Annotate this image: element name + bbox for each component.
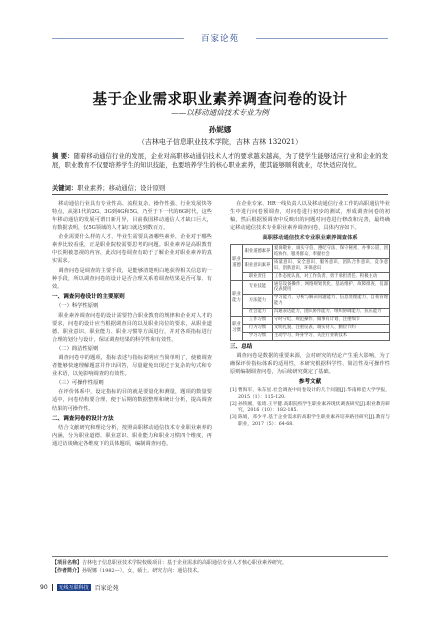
reference-number: [2] bbox=[230, 401, 237, 407]
intro-paragraph: 调查问卷是调查的主要手段，是能够清楚明白地获得相关信息的一种手段，所以调查问卷的设计是否合理关系着调查结果是否可靠、有效。 bbox=[52, 267, 212, 290]
table-row bbox=[231, 324, 390, 332]
table-item-cell: 工作习惯 bbox=[243, 316, 273, 324]
table-desc-cell: 沟通表达能力、团队协作能力、组织协调能力、抗压能力 bbox=[273, 308, 390, 316]
page-number: 90 bbox=[40, 584, 48, 591]
article-subtitle: ——以移动通信技术专业为例 bbox=[171, 108, 269, 117]
table-item-cell: 行为习惯 bbox=[243, 324, 273, 332]
survey-table bbox=[230, 244, 390, 340]
table-desc-cell: 质量意识、安全意识、服务意识、团队合作意识、竞争意识、创新意识、环保意识 bbox=[274, 259, 388, 271]
project-label: 【项目名称】 bbox=[52, 560, 83, 566]
table-item-cell: 专业技能 bbox=[243, 281, 273, 295]
table-group-cell: 职业习惯 bbox=[231, 316, 243, 340]
body-paragraph: 职业素养调查问卷的设计需要符合职业教育的规律和企业对人才的要求，问卷的设计应当根据调查目的以及职业岗位的要求，从职业道德、职业意识、职业能力、职业习惯等方面进行，并对各项指标进行合理的划分与设计，保证调查结果的科学性和有效性。 bbox=[52, 312, 212, 343]
table-item-cell: 社会能力 bbox=[243, 308, 273, 316]
author-note bbox=[52, 567, 388, 575]
intro-paragraph: 企业需要什么样的人才，毕业生需要具备哪些素养，企业对于哪些素养比较看重，正是职业院校需要思考的问题。职业素养是高职教育中长期被忽视的内容，此次问卷调查有助于了解企业对职业素养的真实需求。 bbox=[52, 234, 212, 265]
project-text: 吉林电子信息职业技术学院校级项目：基于企业需求的高职通信专业人才核心职业素养研究。 bbox=[82, 560, 288, 566]
subsection-heading: （一）科学性原则 bbox=[56, 303, 99, 310]
table-desc-cell: 通信设备操作、网络规划优化、基站维护、故障排查、仪器仪表使用 bbox=[274, 281, 388, 293]
section-divider bbox=[52, 194, 388, 195]
reference-text: 孙铁刚，张琦.王平健.高职院校学生职业素养现状调查研究[J].职业教育研究，2016（10）：182-185. bbox=[238, 401, 390, 414]
reference-item bbox=[230, 415, 390, 429]
body-paragraph: 调查问卷中的题项，指标表述与指标说明应当简单明了，使被调查者能够快速理解题意并作出回答，尽量避免出现过于复杂的句式和专业术语，以免影响调查的有效性。 bbox=[52, 355, 212, 378]
abstract bbox=[52, 152, 388, 171]
survey-table-body bbox=[231, 245, 390, 340]
table-row bbox=[231, 316, 390, 324]
body-paragraph: 结合文献研究和理论分析，按照高职移动通信技术专业职业素养的内涵，分为职业道德、职业意识、职业能力和职业习惯四个维度，再通过访谈确定各维度下的具体题项，编制调查问卷。 bbox=[52, 425, 212, 448]
section-heading: 三、总结 bbox=[230, 343, 253, 350]
abstract-text: 随着移动通信行业的发展，企业对高职移动通信技术人才的要求越来越高，为了使学生能够适应行业和企业的发展，职业教育不仅要培养学生的知识技能，也要培养学生的核心职业素养，使其能够顺利就业，尽快适应岗位。 bbox=[52, 153, 388, 170]
reference-item bbox=[230, 402, 390, 416]
table-row bbox=[231, 332, 390, 340]
table-desc-cell: 工作态度认真、对工作负责、勇于承担责任、积极主动 bbox=[273, 273, 390, 281]
table-item-cell: 学习习惯 bbox=[243, 332, 273, 340]
table-item-cell: 职业责任 bbox=[243, 273, 273, 281]
table-group-cell: 职业能力 bbox=[231, 281, 243, 317]
keywords-label: 关键词： bbox=[52, 185, 78, 192]
project-note bbox=[52, 559, 388, 567]
table-desc-cell: 学习能力、分析与解决问题能力、信息处理能力、自我管理能力 bbox=[274, 295, 388, 307]
footnote bbox=[52, 556, 388, 575]
abstract-label: 摘 要： bbox=[52, 153, 74, 160]
table-desc-cell: 主动学习、终身学习、关注行业新技术 bbox=[273, 332, 390, 340]
table-row bbox=[231, 281, 390, 295]
table-row bbox=[231, 245, 390, 259]
section-heading: 二、调查问卷的设计方法 bbox=[52, 415, 114, 422]
references bbox=[230, 378, 390, 429]
keywords-text: 职业素养；移动通信；设计原则 bbox=[77, 185, 166, 192]
body-paragraph: 调查问卷是数据的重要来源，会对研究的结论产生重大影响，为了确保评价指标体系的适用性，本研究根据科学性、简洁性及可操作性原则编制调查问卷，为后续研究奠定了基础。 bbox=[230, 353, 390, 376]
subsection-heading: （三）可操作性原则 bbox=[56, 380, 104, 387]
references-title: 参考文献 bbox=[298, 379, 322, 386]
table-group-cell: 职业道德 bbox=[231, 245, 243, 281]
reference-text: 陈娟，邓少平.基于企业需求的高职学生职业素养培养路径研究[J].教育与职业，2017（5）：64-68. bbox=[238, 415, 390, 428]
column-name: 百家论苑 bbox=[200, 34, 239, 44]
intro-paragraph: 移动通信行业具有专业性高、流程复杂、操作性强、行业发展快等特点，从第1代的2G、3G到4G和5G，乃至于下一代的6G时代，这些年移动通信的发展可谓日新月异，目前我国移动通信人才缺口巨大，有数据表明，仅5G领域的人才缺口就达到数百万。 bbox=[52, 201, 212, 232]
section-heading: 一、调查问卷设计的主要原则 bbox=[52, 293, 125, 300]
article-title: 基于企业需求职业素养调查问卷的设计 bbox=[92, 92, 348, 108]
header-rule-right bbox=[256, 38, 388, 39]
keywords bbox=[52, 183, 388, 192]
table-desc-cell: 文明礼貌、注重仪表、诚实待人、勤俭节约 bbox=[273, 324, 390, 332]
table-title: 高职移动通信技术专业职业素养调查体系 bbox=[262, 235, 358, 242]
reference-text: 曹海军，朱东星.社会调查中问卷设计的几个问题[J].华南师范大学学报，2015（1）：115-120. bbox=[238, 388, 390, 400]
header-rule-left bbox=[52, 38, 184, 39]
body-paragraph: 在企业专家、HR一线负责人以及移动通信行业工作的高职通信毕业生中进行问卷预调查，对问卷进行初步的测试，形成调查问卷的初稿，然后根据预调查中反映出的问题对问卷进行修改和完善，最终确定移动通信技术专业职业素养调查问卷，具体内容如下。 bbox=[230, 201, 390, 232]
table-row bbox=[231, 294, 390, 308]
table-desc-cell: 守时守纪、规范操作、做事有计划、注重细节 bbox=[273, 316, 390, 324]
table-item-cell: 方法能力 bbox=[243, 294, 273, 308]
author-info-text: 孙妮娜（1982—），女，硕士，研究方向：通信技术。 bbox=[82, 568, 203, 574]
right-column bbox=[230, 200, 390, 429]
table-item-cell: 职业道德素养 bbox=[243, 245, 273, 259]
table-row bbox=[231, 259, 390, 273]
column-header bbox=[0, 32, 440, 44]
author-info-label: 【作者简介】 bbox=[52, 568, 83, 574]
subsection-heading: （二）简洁性原则 bbox=[56, 345, 99, 352]
journal-name: 无线互联科技 bbox=[58, 585, 89, 591]
table-item-cell: 职业意识素养 bbox=[243, 259, 273, 273]
page-footer bbox=[40, 583, 400, 592]
footer-brand: 百家论苑 bbox=[94, 585, 119, 592]
table-row bbox=[231, 273, 390, 281]
reference-item bbox=[230, 388, 390, 402]
author-affiliation: （吉林电子信息职业技术学院，吉林 吉林 132021） bbox=[137, 138, 303, 146]
left-column bbox=[52, 200, 212, 449]
table-desc-cell: 爱岗敬业、诚实守信、遵纪守法、保守秘密、办事公道、团结协作、服务群众、奉献社会 bbox=[274, 246, 388, 257]
footer-separator bbox=[52, 584, 53, 591]
reference-number: [3] bbox=[230, 415, 237, 421]
author-name: 孙妮娜 bbox=[208, 125, 232, 134]
table-row bbox=[231, 308, 390, 316]
reference-number: [1] bbox=[230, 388, 237, 393]
body-paragraph: 在评价体系中，设定指标的目的就是要量化和测量，题项的数量要适中，问卷结构要合理，便于后期的数据整理和统计分析，提高调查结果的可操作性。 bbox=[52, 389, 212, 412]
